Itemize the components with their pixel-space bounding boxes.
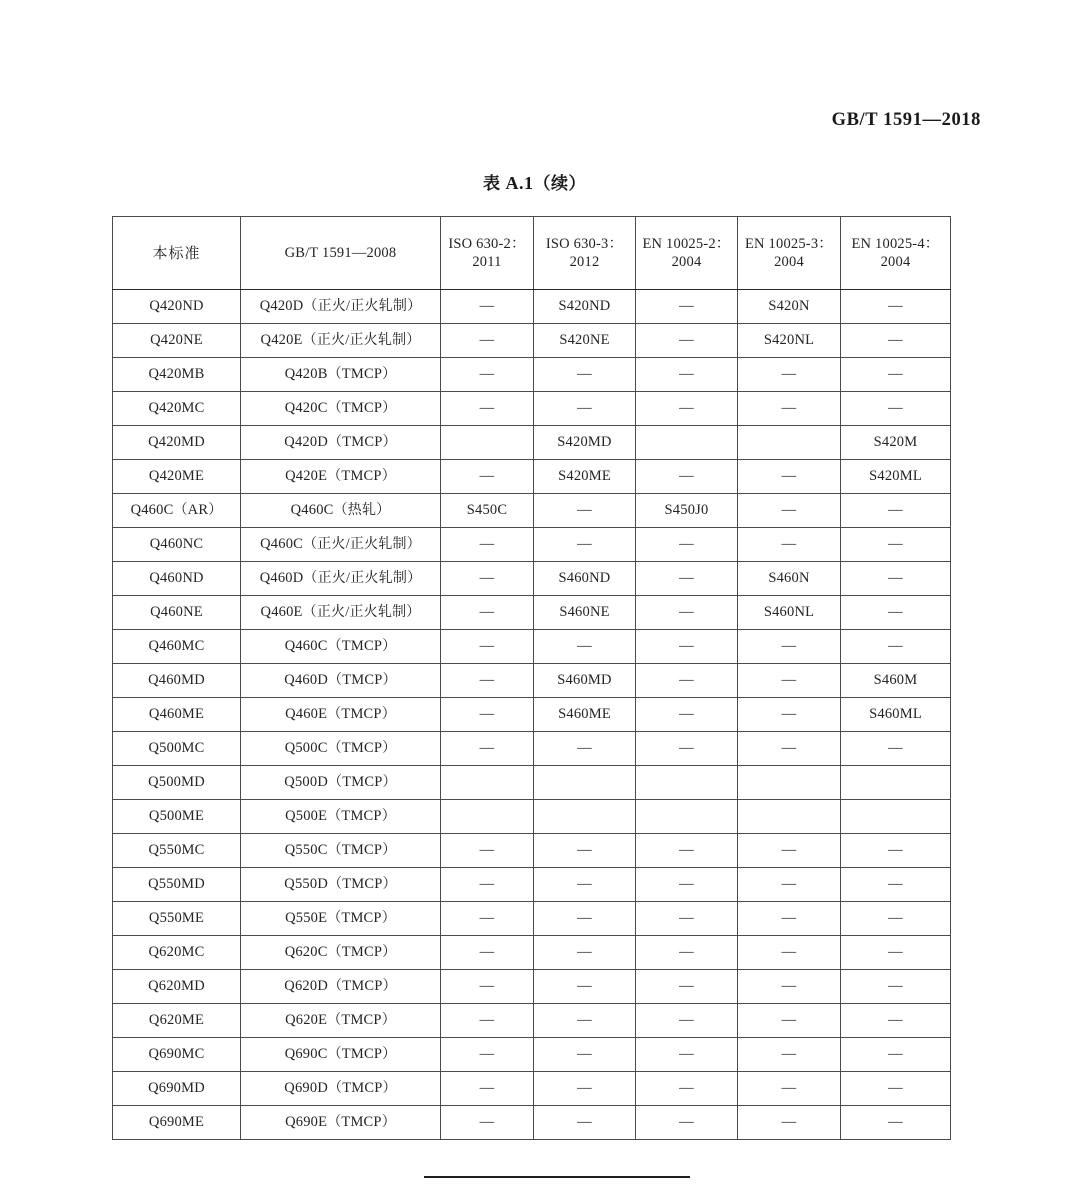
- column-header-line2: 2004: [774, 254, 804, 270]
- spec-table-container: [112, 216, 950, 1140]
- cell-value: S420MD: [534, 426, 636, 460]
- cell-value: Q620C（TMCP）: [241, 936, 441, 970]
- cell-grade: Q420ND: [113, 290, 241, 324]
- table-caption-number: A.1: [500, 173, 534, 193]
- cell-value: Q500E（TMCP）: [241, 800, 441, 834]
- cell-value: Q460C（热轧）: [241, 494, 441, 528]
- cell-value: Q460C（TMCP）: [241, 630, 441, 664]
- cell-value: [841, 766, 951, 800]
- table-row: [113, 834, 951, 868]
- cell-value: Q420E（TMCP）: [241, 460, 441, 494]
- cell-value: Q550E（TMCP）: [241, 902, 441, 936]
- cell-value: —: [738, 1038, 841, 1072]
- table-row: [113, 562, 951, 596]
- cell-value: Q460E（正火/正火轧制）: [241, 596, 441, 630]
- cell-value: —: [441, 970, 534, 1004]
- cell-value: S420NE: [534, 324, 636, 358]
- cell-value: —: [841, 596, 951, 630]
- table-row: [113, 596, 951, 630]
- cell-value: —: [534, 528, 636, 562]
- cell-value: S460ND: [534, 562, 636, 596]
- cell-value: —: [636, 596, 738, 630]
- cell-value: —: [738, 868, 841, 902]
- table-row: [113, 868, 951, 902]
- cell-value: —: [841, 970, 951, 1004]
- cell-value: —: [636, 460, 738, 494]
- cell-value: —: [441, 936, 534, 970]
- cell-value: —: [738, 1106, 841, 1140]
- column-header-line1: EN 10025-4：: [851, 235, 940, 252]
- cell-value: —: [534, 1038, 636, 1072]
- cell-value: —: [441, 1038, 534, 1072]
- cell-value: —: [441, 1106, 534, 1140]
- table-row: [113, 732, 951, 766]
- cell-value: S420M: [841, 426, 951, 460]
- column-header-line1: ISO 630-2：: [448, 235, 526, 252]
- cell-value: —: [441, 596, 534, 630]
- table-caption-prefix: 表: [483, 174, 501, 194]
- cell-value: Q420D（TMCP）: [241, 426, 441, 460]
- cell-value: —: [636, 1106, 738, 1140]
- cell-value: —: [841, 562, 951, 596]
- cell-value: —: [636, 936, 738, 970]
- cell-value: Q420C（TMCP）: [241, 392, 441, 426]
- cell-value: [841, 800, 951, 834]
- cell-value: —: [738, 732, 841, 766]
- table-row: [113, 358, 951, 392]
- cell-value: Q460E（TMCP）: [241, 698, 441, 732]
- cell-value: Q500D（TMCP）: [241, 766, 441, 800]
- cell-grade: Q620ME: [113, 1004, 241, 1038]
- table-row: [113, 1072, 951, 1106]
- cell-value: [636, 800, 738, 834]
- cell-value: —: [636, 698, 738, 732]
- cell-value: —: [441, 630, 534, 664]
- footer-rule: [424, 1176, 690, 1178]
- cell-value: S460ME: [534, 698, 636, 732]
- column-header-line2: 2012: [569, 254, 600, 270]
- cell-grade: Q460NE: [113, 596, 241, 630]
- cell-value: —: [441, 1004, 534, 1038]
- cell-value: —: [534, 358, 636, 392]
- table-row: [113, 800, 951, 834]
- column-header-line1: ISO 630-3：: [545, 235, 624, 252]
- cell-value: —: [636, 1072, 738, 1106]
- table-caption-suffix: （续）: [533, 174, 586, 194]
- cell-grade: Q620MC: [113, 936, 241, 970]
- cell-value: [636, 426, 738, 460]
- cell-value: [534, 766, 636, 800]
- cell-grade: Q460MC: [113, 630, 241, 664]
- cell-value: Q460D（TMCP）: [241, 664, 441, 698]
- cell-value: —: [841, 868, 951, 902]
- cell-value: S420N: [738, 290, 841, 324]
- cell-value: —: [636, 562, 738, 596]
- table-row: [113, 1004, 951, 1038]
- cell-value: Q620D（TMCP）: [241, 970, 441, 1004]
- column-header-1: [241, 217, 441, 290]
- table-row: [113, 392, 951, 426]
- cell-value: S420NL: [738, 324, 841, 358]
- cell-value: —: [841, 494, 951, 528]
- cell-grade: Q500MC: [113, 732, 241, 766]
- table-row: [113, 902, 951, 936]
- cell-value: —: [636, 902, 738, 936]
- table-row: [113, 766, 951, 800]
- cell-value: —: [841, 392, 951, 426]
- cell-value: —: [441, 290, 534, 324]
- cell-value: —: [636, 290, 738, 324]
- cell-value: [636, 766, 738, 800]
- cell-value: —: [534, 392, 636, 426]
- table-row: [113, 630, 951, 664]
- column-header-3: [534, 217, 636, 290]
- cell-value: —: [738, 494, 841, 528]
- cell-grade: Q550ME: [113, 902, 241, 936]
- cell-grade: Q420ME: [113, 460, 241, 494]
- column-header-line2: 2011: [472, 254, 502, 270]
- cell-value: S460NL: [738, 596, 841, 630]
- cell-grade: Q690ME: [113, 1106, 241, 1140]
- cell-value: —: [636, 392, 738, 426]
- cell-grade: Q620MD: [113, 970, 241, 1004]
- cell-value: Q460D（正火/正火轧制）: [241, 562, 441, 596]
- cell-value: —: [534, 868, 636, 902]
- cell-value: —: [441, 902, 534, 936]
- table-header: [113, 217, 951, 290]
- table-row: [113, 460, 951, 494]
- cell-value: —: [841, 528, 951, 562]
- cell-value: Q420B（TMCP）: [241, 358, 441, 392]
- cell-value: —: [636, 1038, 738, 1072]
- cell-value: —: [841, 1106, 951, 1140]
- cell-value: —: [636, 630, 738, 664]
- cell-grade: Q460MD: [113, 664, 241, 698]
- cell-value: S420ND: [534, 290, 636, 324]
- cell-grade: Q690MC: [113, 1038, 241, 1072]
- cell-value: —: [841, 290, 951, 324]
- cell-value: —: [636, 528, 738, 562]
- table-row: [113, 970, 951, 1004]
- cell-value: —: [636, 970, 738, 1004]
- cell-value: —: [534, 732, 636, 766]
- cell-value: —: [841, 936, 951, 970]
- cell-value: S420ME: [534, 460, 636, 494]
- cell-value: Q690C（TMCP）: [241, 1038, 441, 1072]
- column-header-line1: EN 10025-2：: [642, 235, 731, 252]
- cell-grade: Q420MC: [113, 392, 241, 426]
- cell-value: —: [441, 460, 534, 494]
- cell-value: S460MD: [534, 664, 636, 698]
- table-header-row: [113, 217, 951, 290]
- cell-value: S420ML: [841, 460, 951, 494]
- cell-value: —: [636, 868, 738, 902]
- table-row: [113, 664, 951, 698]
- cell-value: Q460C（正火/正火轧制）: [241, 528, 441, 562]
- cell-grade: Q460ND: [113, 562, 241, 596]
- column-header-line1: EN 10025-3：: [745, 235, 833, 252]
- cell-value: —: [738, 664, 841, 698]
- cell-value: —: [841, 732, 951, 766]
- cell-value: [441, 426, 534, 460]
- column-header-line1: GB/T 1591—2008: [284, 244, 397, 261]
- cell-value: —: [738, 528, 841, 562]
- cell-value: —: [841, 834, 951, 868]
- cell-value: S450J0: [636, 494, 738, 528]
- cell-value: —: [738, 936, 841, 970]
- cell-value: S450C: [441, 494, 534, 528]
- cell-value: —: [441, 698, 534, 732]
- cell-value: —: [738, 902, 841, 936]
- column-header-6: [841, 217, 951, 290]
- cell-value: —: [534, 630, 636, 664]
- cell-value: —: [441, 358, 534, 392]
- cell-value: Q420D（正火/正火轧制）: [241, 290, 441, 324]
- table-row: [113, 290, 951, 324]
- cell-value: —: [534, 1072, 636, 1106]
- cell-value: —: [636, 324, 738, 358]
- cell-value: —: [534, 936, 636, 970]
- cell-value: —: [738, 392, 841, 426]
- cell-value: —: [841, 1038, 951, 1072]
- cell-value: Q550C（TMCP）: [241, 834, 441, 868]
- cell-value: —: [636, 834, 738, 868]
- cell-value: [441, 800, 534, 834]
- cell-value: —: [841, 358, 951, 392]
- table-row: [113, 936, 951, 970]
- cell-value: —: [841, 1004, 951, 1038]
- cell-value: —: [738, 630, 841, 664]
- cell-grade: Q500MD: [113, 766, 241, 800]
- cell-value: Q690E（TMCP）: [241, 1106, 441, 1140]
- cell-grade: Q460ME: [113, 698, 241, 732]
- cell-value: —: [841, 630, 951, 664]
- column-header-2: [441, 217, 534, 290]
- cell-grade: Q460NC: [113, 528, 241, 562]
- cell-value: —: [534, 834, 636, 868]
- table-row: [113, 426, 951, 460]
- column-header-line2: 2004: [671, 254, 702, 270]
- cell-value: —: [441, 1072, 534, 1106]
- table-row: [113, 1038, 951, 1072]
- cell-value: [738, 800, 841, 834]
- cell-value: —: [534, 970, 636, 1004]
- cell-value: —: [738, 1072, 841, 1106]
- cell-value: Q690D（TMCP）: [241, 1072, 441, 1106]
- table-row: [113, 324, 951, 358]
- column-header-0: [113, 217, 241, 290]
- cell-value: Q420E（正火/正火轧制）: [241, 324, 441, 358]
- cell-value: S460N: [738, 562, 841, 596]
- cell-value: [738, 766, 841, 800]
- cell-value: —: [441, 664, 534, 698]
- cell-value: S460M: [841, 664, 951, 698]
- cell-grade: Q690MD: [113, 1072, 241, 1106]
- cell-value: —: [534, 1004, 636, 1038]
- cell-value: Q620E（TMCP）: [241, 1004, 441, 1038]
- cell-grade: Q420NE: [113, 324, 241, 358]
- column-header-line2: 2004: [880, 254, 911, 270]
- table-row: [113, 494, 951, 528]
- cell-grade: Q420MD: [113, 426, 241, 460]
- cell-value: —: [636, 664, 738, 698]
- cell-value: —: [534, 1106, 636, 1140]
- cell-value: —: [441, 562, 534, 596]
- cell-grade: Q460C（AR）: [113, 494, 241, 528]
- cell-value: —: [738, 460, 841, 494]
- table-row: [113, 528, 951, 562]
- cell-value: —: [441, 324, 534, 358]
- cell-value: —: [636, 1004, 738, 1038]
- cell-grade: Q500ME: [113, 800, 241, 834]
- cell-value: —: [534, 494, 636, 528]
- standard-number-header: GB/T 1591—2018: [831, 110, 981, 130]
- cell-value: —: [636, 358, 738, 392]
- cell-value: —: [441, 868, 534, 902]
- cell-value: —: [738, 970, 841, 1004]
- cell-value: [441, 766, 534, 800]
- cell-value: —: [534, 902, 636, 936]
- steel-grade-comparison-table: [112, 216, 951, 1140]
- cell-value: —: [441, 834, 534, 868]
- cell-value: S460ML: [841, 698, 951, 732]
- cell-value: S460NE: [534, 596, 636, 630]
- cell-value: —: [738, 358, 841, 392]
- table-caption: [0, 169, 1069, 194]
- cell-value: —: [738, 1004, 841, 1038]
- cell-value: —: [441, 732, 534, 766]
- cell-value: —: [841, 1072, 951, 1106]
- column-header-line1: 本标准: [152, 243, 201, 262]
- column-header-4: [636, 217, 738, 290]
- cell-value: Q550D（TMCP）: [241, 868, 441, 902]
- column-header-5: [738, 217, 841, 290]
- cell-value: Q500C（TMCP）: [241, 732, 441, 766]
- cell-value: —: [738, 698, 841, 732]
- cell-value: —: [636, 732, 738, 766]
- cell-grade: Q550MC: [113, 834, 241, 868]
- cell-value: —: [738, 834, 841, 868]
- cell-value: —: [841, 902, 951, 936]
- cell-value: —: [441, 392, 534, 426]
- cell-value: [534, 800, 636, 834]
- table-row: [113, 1106, 951, 1140]
- cell-grade: Q550MD: [113, 868, 241, 902]
- cell-value: [738, 426, 841, 460]
- cell-value: —: [441, 528, 534, 562]
- table-row: [113, 698, 951, 732]
- cell-grade: Q420MB: [113, 358, 241, 392]
- cell-value: —: [841, 324, 951, 358]
- table-body: [113, 290, 951, 1140]
